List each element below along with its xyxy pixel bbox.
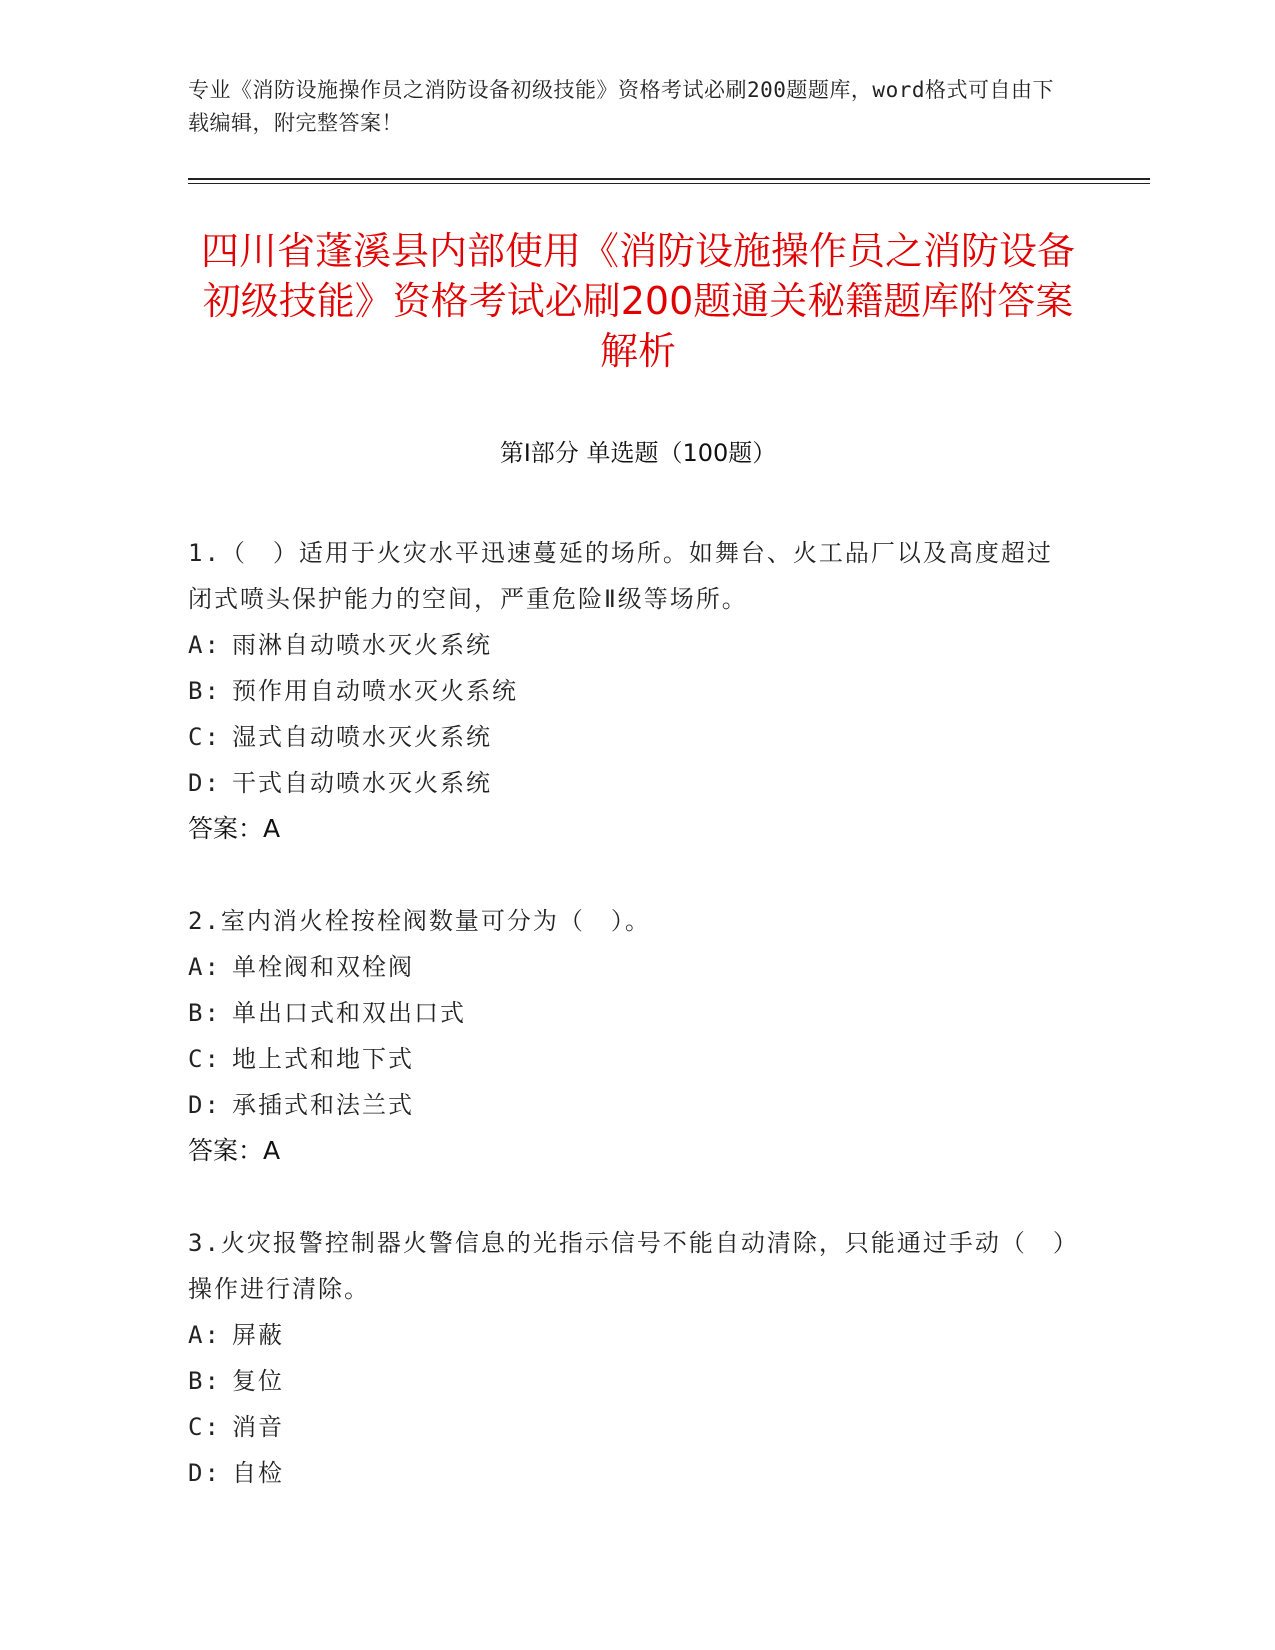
document-title: 四川省蓬溪县内部使用《消防设施操作员之消防设备初级技能》资格考试必刷200题通关秘籍题库附答案解析 [200,229,1075,373]
option-text: 雨淋自动喷水灭火系统 [232,631,492,659]
option-text: 消音 [232,1413,284,1441]
option-key: C: [188,723,221,751]
option-text: 自检 [232,1459,284,1487]
option-a [188,1312,1068,1358]
option-d [188,760,1068,806]
option-a [188,944,1068,990]
option-text: 复位 [232,1367,284,1395]
option-b [188,990,1068,1036]
option-key: B: [188,999,221,1027]
option-c [188,1036,1068,1082]
option-c [188,1404,1068,1450]
question-1 [188,530,1068,852]
option-b [188,668,1068,714]
option-text: 干式自动喷水灭火系统 [232,769,492,797]
option-c [188,714,1068,760]
question-list [188,530,1068,1542]
option-key: C: [188,1413,221,1441]
option-text: 预作用自动喷水灭火系统 [232,677,518,705]
option-text: 地上式和地下式 [232,1045,414,1073]
option-text: 承插式和法兰式 [232,1091,414,1119]
option-key: B: [188,1367,221,1395]
answer-line: 答案：A [188,1136,281,1165]
question-stem: 1.（ ）适用于火灾水平迅速蔓延的场所。如舞台、火工品厂以及高度超过闭式喷头保护能力的空间，严重危险Ⅱ级等场所。 [188,539,1053,613]
header-divider-thick [188,178,1150,180]
question-stem: 3.火灾报警控制器火警信息的光指示信号不能自动清除，只能通过手动（ ）操作进行清除。 [188,1229,1067,1303]
question-3 [188,1220,1068,1496]
section-heading: 第Ⅰ部分 单选题（100题） [499,439,777,467]
option-key: A: [188,631,221,659]
option-text: 湿式自动喷水灭火系统 [232,723,492,751]
option-key: A: [188,1321,221,1349]
option-b [188,1358,1068,1404]
option-text: 单栓阀和双栓阀 [232,953,414,981]
option-key: A: [188,953,221,981]
option-key: D: [188,1459,221,1487]
option-key: D: [188,1091,221,1119]
header-note: 专业《消防设施操作员之消防设备初级技能》资格考试必刷200题题库，word格式可自由下载编辑，附完整答案！ [188,78,1054,135]
option-text: 单出口式和双出口式 [232,999,466,1027]
option-text: 屏蔽 [232,1321,284,1349]
option-key: D: [188,769,221,797]
option-key: C: [188,1045,221,1073]
answer-line: 答案：A [188,814,281,843]
question-2 [188,898,1068,1174]
option-d [188,1450,1068,1496]
option-d [188,1082,1068,1128]
option-key: B: [188,677,221,705]
question-stem: 2.室内消火栓按栓阀数量可分为（ ）。 [188,907,651,935]
option-a [188,622,1068,668]
header-divider-thin [188,183,1150,184]
